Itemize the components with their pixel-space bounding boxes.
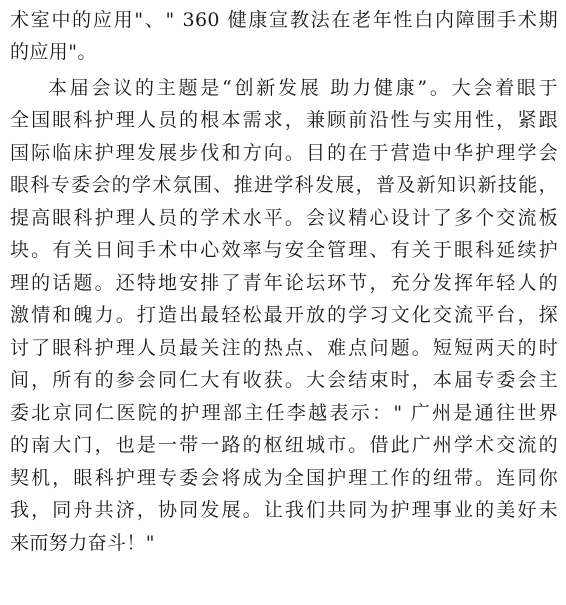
paragraph-2-line-4: 眼科专委会的学术氛围、推进学科发展，普及新知识新技能， [10,174,558,196]
paragraph-2-line-5: 提高眼科护理人员的学术水平。会议精心设计了多个交流板 [10,207,558,229]
paragraph-2-line-8: 激情和魄力。打造出最轻松最开放的学习文化交流平台，探 [10,304,558,326]
paragraph-2-line-7: 理的话题。还特地安排了青年论坛环节，充分发挥年轻人的 [10,272,558,294]
paragraph-2-line-2: 全国眼科护理人员的根本需求，兼顾前沿性与实用性，紧跟 [10,109,558,131]
paragraph-1-line-1: 术室中的应用"、" 360 健康宣教法在老年性白内障围手术期 [10,9,558,31]
paragraph-2-line-1: 本届会议的主题是“创新发展 助力健康”。大会着眼于 [48,77,558,99]
paragraph-2-line-6: 块。有关日间手术中心效率与安全管理、有关于眼科延续护 [10,239,558,261]
paragraph-2-line-13: 契机，眼科护理专委会将成为全国护理工作的纽带。连同你 [10,467,558,489]
paragraph-2-line-15: 来而努力奋斗！" [10,532,155,554]
paragraph-2-line-14: 我，同舟共济，协同发展。让我们共同为护理事业的美好未 [10,499,558,521]
paragraph-2-line-10: 间，所有的参会同仁大有收获。大会结束时，本届专委会主 [10,369,558,391]
paragraph-2-line-3: 国际临床护理发展步伐和方向。目的在于营造中华护理学会 [10,142,558,164]
paragraph-2-line-12: 的南大门，也是一带一路的枢纽城市。借此广州学术交流的 [10,434,558,456]
paragraph-2-line-11: 委北京同仁医院的护理部主任李越表示：" 广州是通往世界 [10,402,558,424]
paragraph-1-line-2: 的应用"。 [10,41,97,63]
paragraph-2-line-9: 讨了眼科护理人员最关注的热点、难点问题。短短两天的时 [10,337,558,359]
